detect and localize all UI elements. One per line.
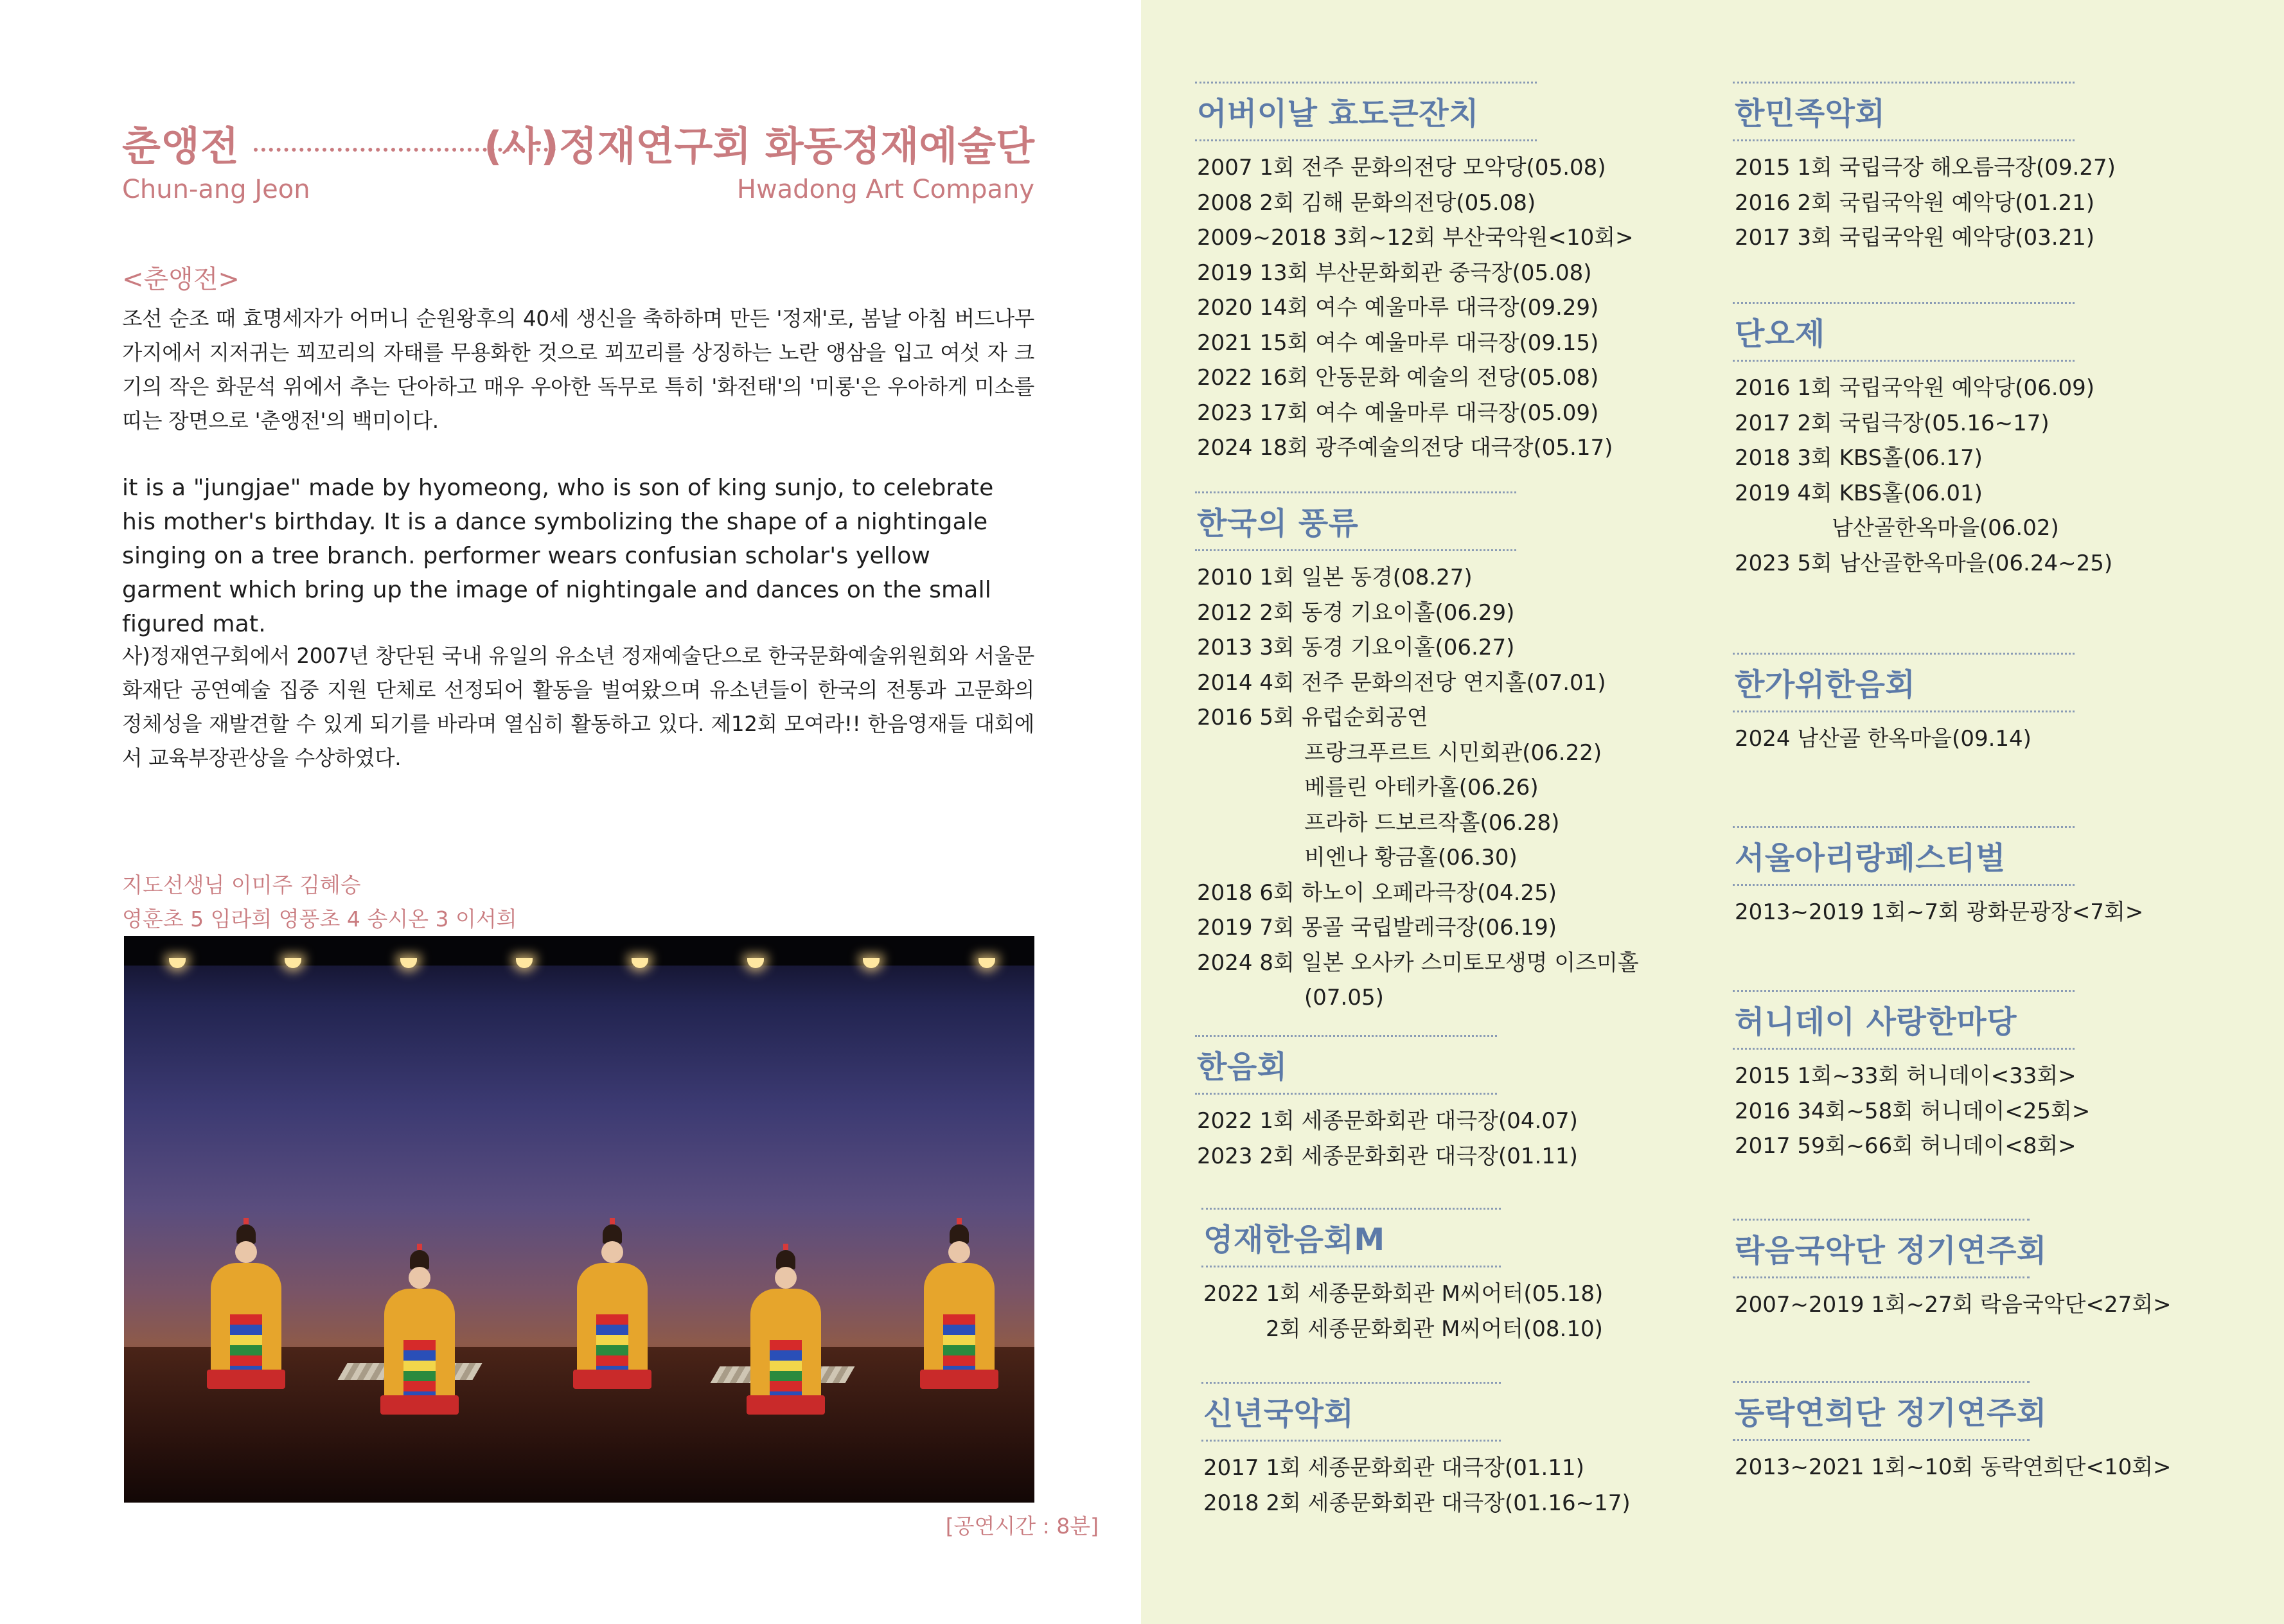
dotted-rule [1733, 710, 2075, 712]
history-block-title: 영재한음회M [1203, 1222, 1385, 1258]
performance-duration: [공연시간 : 8분] [945, 1514, 1099, 1539]
stage-lamp [747, 958, 764, 968]
history-block [1733, 82, 2116, 256]
history-item: 2007~2019 1회~27회 락음국악단<27회> [1735, 1292, 2172, 1318]
section-heading: <춘앵전> [122, 265, 240, 294]
history-item: 비엔나 황금홀(06.30) [1304, 845, 1518, 870]
history-block [1195, 82, 1634, 466]
history-block [1201, 1382, 1631, 1521]
history-item: 2013~2021 1회~10회 동락연희단<10회> [1735, 1454, 2172, 1480]
history-item: 2016 34회~58회 허니데이<25회> [1735, 1098, 2091, 1124]
history-item: 2014 4회 전주 문화의전당 연지홀(07.01) [1197, 669, 1606, 696]
stage-lamp [285, 958, 301, 968]
history-block-title: 한음회 [1197, 1049, 1288, 1085]
history-item: 2024 8회 일본 오사카 스미토모생명 이즈미홀 [1197, 949, 1639, 976]
history-item: 2017 2회 국립극장(05.16~17) [1735, 410, 2049, 436]
dotted-rule [1195, 1093, 1497, 1095]
performance-photo [124, 936, 1034, 1503]
dotted-rule [1733, 360, 2075, 362]
dotted-rule [1733, 1439, 2030, 1441]
history-block-title: 락음국악단 정기연주회 [1735, 1233, 2047, 1269]
history-item: 2024 18회 광주예술의전당 대극장(05.17) [1197, 435, 1613, 461]
history-item: 2023 17회 여수 예울마루 대극장(05.09) [1197, 400, 1599, 426]
history-block-title: 동락연희단 정기연주회 [1735, 1395, 2047, 1431]
stage-lamp [632, 958, 648, 968]
history-item: 베를린 아테카홀(06.26) [1304, 775, 1539, 800]
stage-light-bar [124, 936, 1034, 966]
history-item: 2016 2회 국립국악원 예악당(01.21) [1735, 190, 2095, 216]
program-title: 춘앵전 [122, 123, 240, 170]
dotted-rule [1201, 1440, 1501, 1442]
company-name: (사)정재연구회 화동정재예술단 [484, 123, 1034, 170]
dotted-rule [1733, 884, 2075, 886]
history-item: 2016 5회 유럽순회공연 [1197, 705, 1428, 730]
history-item: (07.05) [1304, 985, 1384, 1011]
history-block-title: 한가위한음회 [1735, 667, 1916, 703]
dotted-rule [1201, 1266, 1501, 1267]
history-item: 2013 3회 동경 기요이홀(06.27) [1197, 635, 1515, 660]
history-item: 2022 1회 세종문화회관 M씨어터(05.18) [1203, 1281, 1604, 1307]
history-item: 2010 1회 일본 동경(08.27) [1197, 565, 1473, 590]
history-block-title: 어버이날 효도큰잔치 [1197, 96, 1480, 132]
history-item: 2012 2회 동경 기요이홀(06.29) [1197, 599, 1515, 626]
history-item: 2017 3회 국립국악원 예악당(03.21) [1735, 225, 2095, 251]
dotted-rule [1733, 1276, 2030, 1278]
history-block [1733, 302, 2113, 581]
company-name-en: Hwadong Art Company [736, 175, 1034, 204]
stage-lamp [978, 958, 995, 968]
history-block [1733, 653, 2075, 757]
stage-lamp [400, 958, 417, 968]
history-item: 2015 1회~33회 허니데이<33회> [1735, 1063, 2076, 1089]
description-korean: 조선 순조 때 효명세자가 어머니 순원왕후의 40세 생신을 축하하며 만든 '정재'로, 봄날 아침 버드나무 가지에서 지저귀는 꾀꼬리의 자태를 무용화한 것으로 꾀꼬리를 상징하는 노란 앵삼을 입고 여섯 자 크기의 작은 화문석 위에서 추는 단아하고 매우 우아한 독무로 특히 '화전태'의 '미롱'은 우아하게 미소를 띠는 장면으로 '춘앵전'의 백미이다. [122, 306, 1034, 433]
history-block [1195, 491, 1639, 1016]
history-block [1201, 1208, 1604, 1346]
history-block-title: 서울아리랑페스티벌 [1735, 840, 2006, 876]
dotted-rule [1195, 139, 1537, 141]
history-item: 2018 2회 세종문화회관 대극장(01.16~17) [1203, 1490, 1631, 1516]
history-item: 2017 59회~66회 허니데이<8회> [1735, 1133, 2076, 1159]
dotted-rule [1733, 139, 2075, 141]
left-page [0, 0, 1141, 1624]
dotted-rule [1733, 1048, 2075, 1050]
history-block-title: 한민족악회 [1735, 96, 1886, 132]
stage-lamp [863, 958, 880, 968]
history-item: 프라하 드보르작홀(06.28) [1304, 809, 1560, 836]
history-block [1733, 1219, 2172, 1323]
teachers-line: 지도선생님 이미주 김혜승 [122, 872, 361, 897]
history-block-title: 한국의 풍류 [1197, 506, 1359, 542]
description-english: it is a "jungjae" made by hyomeong, who is son of king sunjo, to celebrate his mother's birthday. It is a dance symbolizing the shape of a nightingale singing on a tree branch. performer wears confusian scholar's yellow garment which bring up the image of nightingale and dances on the small figured mat. [122, 475, 994, 637]
title-row [122, 114, 1034, 170]
stage-lamp [516, 958, 533, 968]
history-item: 2024 남산골 한옥마을(09.14) [1735, 726, 2032, 752]
history-item: 프랑크푸르트 시민회관(06.22) [1304, 739, 1602, 766]
history-item: 2018 3회 KBS홀(06.17) [1735, 445, 1983, 471]
history-item: 2008 2회 김해 문화의전당(05.08) [1197, 190, 1536, 216]
history-item: 2019 13회 부산문화회관 중극장(05.08) [1197, 260, 1592, 286]
history-item: 2007 1회 전주 문화의전당 모악당(05.08) [1197, 155, 1606, 181]
history-item: 2013~2019 1회~7회 광화문광장<7회> [1735, 899, 2144, 925]
right-page [1141, 0, 2284, 1624]
history-item: 2022 1회 세종문화회관 대극장(04.07) [1197, 1108, 1578, 1134]
history-block-title: 단오제 [1735, 316, 1825, 352]
history-block [1195, 1035, 1578, 1174]
stage-lamp [169, 958, 186, 968]
history-item: 2015 1회 국립극장 해오름극장(09.27) [1735, 155, 2116, 181]
history-block [1733, 990, 2091, 1164]
history-item: 2020 14회 여수 예울마루 대극장(09.29) [1197, 295, 1599, 321]
history-item: 2019 4회 KBS홀(06.01) [1735, 480, 1983, 506]
history-block [1733, 826, 2144, 930]
history-block [1733, 1381, 2172, 1485]
history-item: 2019 7회 몽골 국립발레극장(06.19) [1197, 915, 1557, 940]
history-item: 2017 1회 세종문화회관 대극장(01.11) [1203, 1455, 1584, 1481]
program-title-en: Chun-ang Jeon [122, 175, 310, 204]
history-item: 남산골한옥마을(06.02) [1832, 515, 2059, 541]
history-item: 2016 1회 국립국악원 예악당(06.09) [1735, 375, 2095, 401]
history-item: 2018 6회 하노이 오페라극장(04.25) [1197, 879, 1557, 906]
history-item: 2023 5회 남산골한옥마을(06.24~25) [1735, 550, 2113, 576]
history-item: 2회 세종문화회관 M씨어터(08.10) [1266, 1316, 1603, 1342]
history-block-title: 허니데이 사랑한마당 [1735, 1004, 2017, 1040]
history-item: 2022 16회 안동문화 예술의 전당(05.08) [1197, 365, 1599, 391]
history-item: 2023 2회 세종문화회관 대극장(01.11) [1197, 1143, 1578, 1169]
history-item: 2021 15회 여수 예울마루 대극장(09.15) [1197, 330, 1599, 356]
students-line: 영훈초 5 임라희 영풍초 4 송시온 3 이서희 [122, 906, 517, 931]
dotted-rule [1195, 549, 1516, 551]
company-description: 사)정재연구회에서 2007년 창단된 국내 유일의 유소년 정재예술단으로 한국문화예술위원회와 서울문화재단 공연예술 집중 지원 단체로 선정되어 활동을 벌여왔으며 유소년들이 한국의 전통과 고문화의 정체성을 재발견할 수 있게 되기를 바라며 열심히 활동하고 있다. 제12회 모여라!! 한음영재들 대회에서 교육부장관상을 수상하였다. [122, 644, 1034, 770]
history-block-title: 신년국악회 [1203, 1396, 1354, 1432]
history-item: 2009~2018 3회~12회 부산국악원<10회> [1197, 225, 1634, 251]
